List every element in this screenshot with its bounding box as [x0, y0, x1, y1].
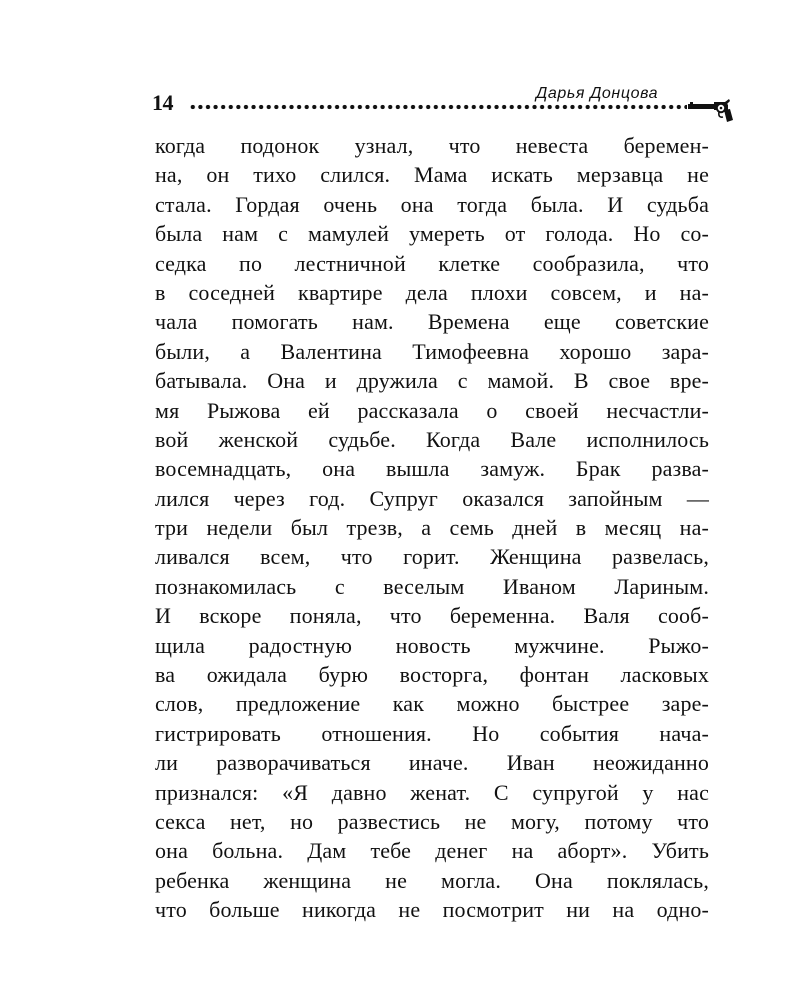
- text-line: на, он тихо слился. Мама искать мерзавца не: [155, 162, 709, 188]
- text-line: лился через год. Супруг оказался запойным —: [155, 485, 709, 511]
- text-line: вой женской судьбе. Когда Вале исполнилось: [155, 426, 709, 452]
- text-line: что больше никогда не посмотрит ни на одно-: [155, 897, 709, 923]
- text-line: ва ожидала бурю восторга, фонтан ласковых: [155, 662, 709, 688]
- text-line: чала помогать нам. Времена еще советские: [155, 309, 709, 335]
- text-line: И вскоре поняла, что беременна. Валя сооб-: [155, 603, 709, 629]
- text-line: седка по лестничной клетке сообразила, что: [155, 250, 709, 276]
- text-line: гистрировать отношения. Но события нача-: [155, 720, 709, 746]
- author-name: Дарья Донцова: [536, 85, 659, 102]
- text-line: секса нет, но развестись не могу, потому что: [155, 808, 709, 834]
- text-line: батывала. Она и дружила с мамой. В свое вре-: [155, 368, 709, 394]
- text-line: она больна. Дам тебе денег на аборт». Убить: [155, 838, 709, 864]
- text-line: щила радостную новость мужчине. Рыжо-: [155, 632, 709, 658]
- text-line: была нам с мамулей умереть от голода. Но со-: [155, 221, 709, 247]
- text-line: были, а Валентина Тимофеевна хорошо зара-: [155, 338, 709, 364]
- revolver-icon: [688, 94, 734, 124]
- text-line: мя Рыжова ей рассказала о своей несчастли-: [155, 397, 709, 423]
- text-line: слов, предложение как можно быстрее заре-: [155, 691, 709, 717]
- page-number: 14: [152, 90, 173, 115]
- text-line: ребенка женщина не могла. Она поклялась,: [155, 867, 709, 893]
- text-line: восемнадцать, она вышла замуж. Брак разва-: [155, 456, 709, 482]
- text-line: ливался всем, что горит. Женщина развелась,: [155, 544, 709, 570]
- text-line: стала. Гордая очень она тогда была. И судьба: [155, 191, 709, 217]
- text-line: в соседней квартире дела плохи совсем, и на-: [155, 279, 709, 305]
- text-line: признался: «Я давно женат. С супругой у нас: [155, 779, 709, 805]
- body-text: [155, 131, 709, 925]
- text-line: когда подонок узнал, что невеста беремен-: [155, 133, 709, 158]
- dotted-rule: [189, 104, 687, 110]
- text-line: три недели был трезв, а семь дней в месяц на-: [155, 515, 709, 541]
- text-line: ли разворачиваться иначе. Иван неожиданно: [155, 750, 709, 776]
- text-line: познакомилась с веселым Иваном Лариным.: [155, 573, 709, 599]
- running-header: [152, 80, 742, 130]
